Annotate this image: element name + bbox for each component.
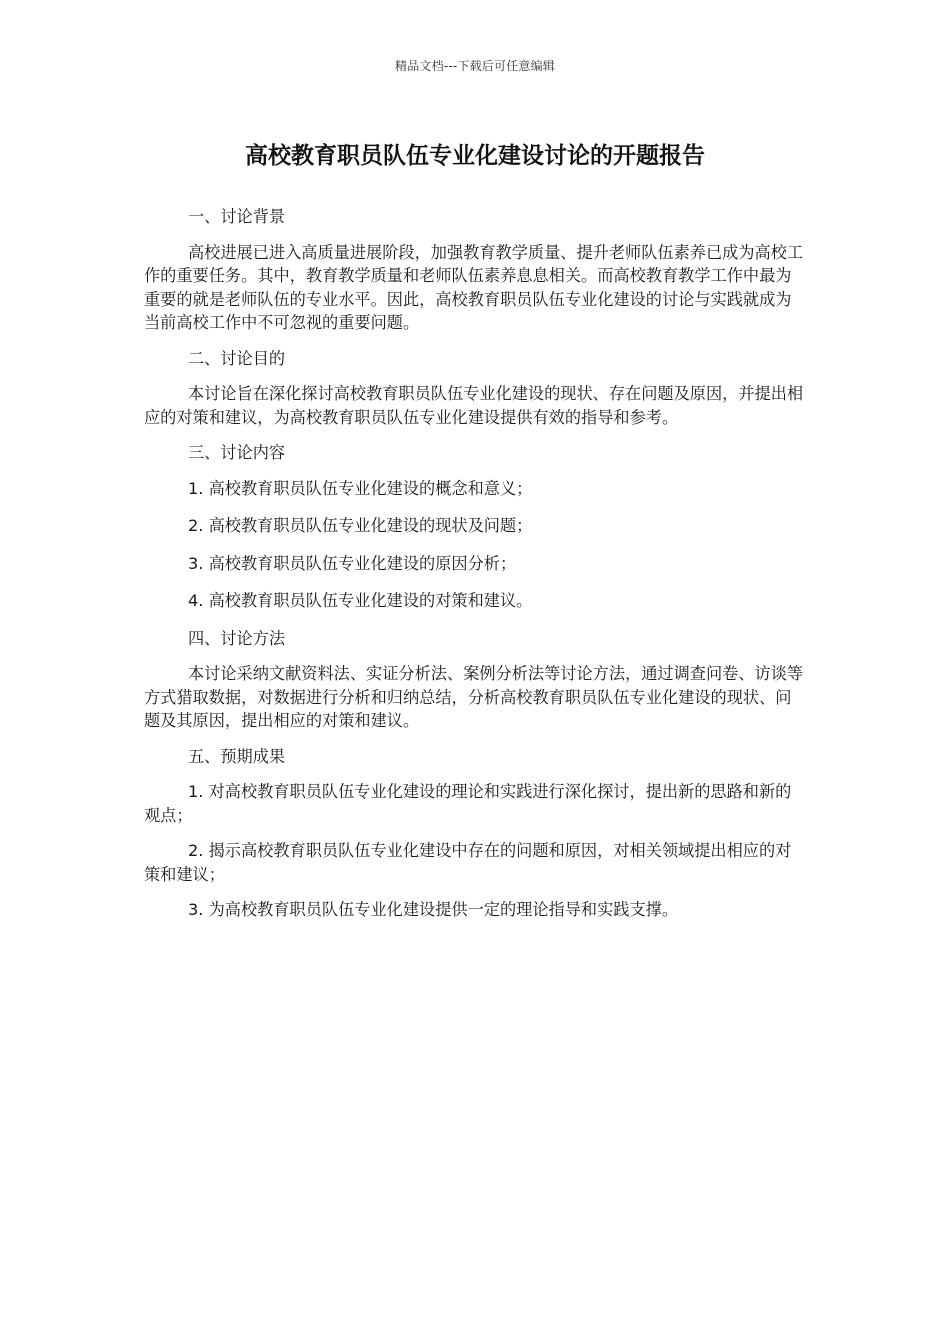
results-list-item: 2. 揭示高校教育职员队伍专业化建设中存在的问题和原因，对相关领域提出相应的对策和建议； [144,841,792,884]
section-heading-purpose: 二、讨论目的 [188,348,286,368]
background-paragraph: 高校进展已进入高质量进展阶段，加强教育教学质量、提升老师队伍素养已成为高校工作的重要任务。其中，教育教学质量和老师队伍素养息息相关。而高校教育教学工作中最为重要的就是老师队伍的专业水平。因此，高校教育职员队伍专业化建设的讨论与实践就成为当前高校工作中不可忽视的重要问题。 [144,242,804,332]
content-list-item: 4. 高校教育职员队伍专业化建设的对策和建议。 [188,591,533,610]
document-body [144,205,806,934]
section-heading-content: 三、讨论内容 [188,443,286,462]
document-title: 高校教育职员队伍专业化建设讨论的开题报告 [245,143,705,169]
results-list-item: 1. 对高校教育职员队伍专业化建设的理论和实践进行深化探讨，提出新的思路和新的观点； [144,782,792,825]
section-heading-background: 一、讨论背景 [188,207,286,226]
purpose-paragraph: 本讨论旨在深化探讨高校教育职员队伍专业化建设的现状、存在问题及原因，并提出相应的对策和建议，为高校教育职员队伍专业化建设提供有效的指导和参考。 [144,384,804,427]
header-note: 精品文档---下载后可任意编辑 [395,59,555,73]
method-paragraph: 本讨论采纳文献资料法、实证分析法、案例分析法等讨论方法，通过调查问卷、访谈等方式猎取数据，对数据进行分析和归纳总结，分析高校教育职员队伍专业化建设的现状、问题及其原因，提出相应的对策和建议。 [144,664,804,730]
content-list-item: 1. 高校教育职员队伍专业化建设的概念和意义； [188,478,533,498]
content-list-item: 3. 高校教育职员队伍专业化建设的原因分析； [188,553,517,573]
section-heading-method: 四、讨论方法 [188,628,286,648]
content-list-item: 2. 高校教育职员队伍专业化建设的现状及问题； [188,516,533,535]
section-heading-results: 五、预期成果 [188,746,286,766]
results-list-item: 3. 为高校教育职员队伍专业化建设提供一定的理论指导和实践支撑。 [188,900,679,919]
